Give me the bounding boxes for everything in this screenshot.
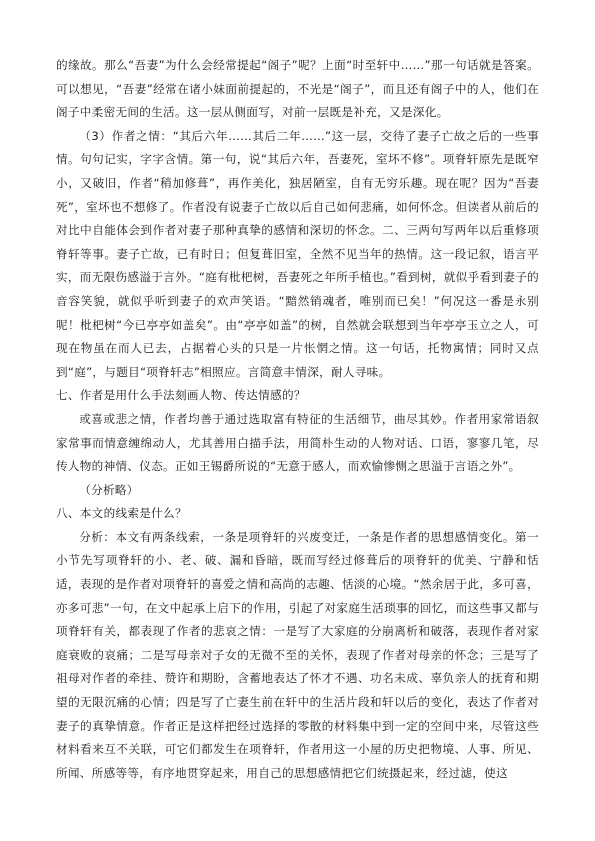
paragraph-author-emotion: （3）作者之情：“其后六年……其后二年……”这一层，交待了妻子亡故之后的一些事情。句句记实，字字含情。第一句，说“其后六年，吾妻死，室坏不修”。项脊轩原先是既窄小，又破旧，作者“稍加修葺”，再作美化，独居陋室，自有无穷乐趣。现在呢？因为“吾妻死”，室坏也不想修了。作者没有说妻子亡故以后自己如何悲痛，如何怀念。但读者从前后的对比中自能体会到作者对妻子那种真挚的感情和深切的怀念。二、三两句写两年以后重修项脊轩等事。妻子亡故，已有时日；但复葺旧室，全然不见当年的热情。这一段记叙，语言平实，而无限伤感溢于言外。“庭有枇杷树，吾妻死之年所手植也。”看到树，就似乎看到妻子的音容笑貌，就似乎听到妻子的欢声笑语。“黯然销魂者，唯别而已矣！”何况这一番是永别呢！枇杷树“今已亭亭如盖矣”。由“亭亭如盖”的树，自然就会联想到当年亭亭玉立之人，可现在物虽在而人已去，占据着心头的只是一片怅惘之情。这一句话，托物寓情；同时又点到“庭”，与题目“项脊轩志”相照应。言简意丰情深，耐人寻味。 <box>56 128 539 379</box>
paragraph-intro-continuation: 的缘故。那么“吾妻”为什么会经常提起“阁子”呢？上面“时至轩中……”那一句话就是答案。可以想见，“吾妻”经常在诸小妹面前提起的，不光是“阁子”，而且还有阁子中的人，他们在阁子中柔密无间的生活。这一层从侧面写，对前一层既是补充，又是深化。 <box>56 58 539 120</box>
question-eight-heading: 八、本文的线索是什么？ <box>56 506 187 521</box>
paragraph-technique: 或喜或悲之情，作者均善于通过选取富有特征的生活细节，曲尽其妙。作者用家常语叙家常事而情意缠绵动人，尤其善用白描手法，用简朴生动的人物对话、口语，寥寥几笔，尽传人物的神情、仪态。正如王锡爵所说的“无意于感人，而欢愉惨恻之思溢于言语之外”。 <box>56 411 539 474</box>
paragraph-analysis-omitted: （分析略） <box>79 482 139 497</box>
paragraph-clue-analysis: 分析：本文有两条线索，一条是项脊轩的兴废变迁，一条是作者的思想感情变化。第一小节先写项脊轩的小、老、破、漏和昏暗，既而写经过修葺后的项脊轩的优美、宁静和恬适，表现的是作者对项脊轩的喜爱之情和高尚的志趣、恬淡的心境。“然余居于此，多可喜，亦多可悲”一句，在文中起承上启下的作用，引起了对家庭生活琐事的回忆，而这些事又都与项脊轩有关，都表现了作者的悲哀之情：一是写了大家庭的分崩离析和破落，表现作者对家庭衰败的哀痛；二是写母亲对子女的无微不至的关怀，表现了作者对母亲的怀念；三是写了祖母对作者的牵挂、赞许和期盼，含蓄地表达了怀才不遇、功名未成、辜负亲人的抚育和期望的无限沉痛的心情；四是写了亡妻生前在轩中的生活片段和轩以后的变化，表达了作者对妻子的真挚情意。作者正是这样把经过选择的零散的材料集中到一定的空间中来，尽管这些材料看来互不关联，可它们都发生在项脊轩，作者用这一小屋的历史把物境、人事、所见、所闻、所感等等，有序地贯穿起来，用自己的思想感情把它们统摄起来，经过滤，使这 <box>56 529 539 780</box>
question-seven-heading: 七、作者是用什么手法刻画人物、传达情感的？ <box>56 388 306 403</box>
